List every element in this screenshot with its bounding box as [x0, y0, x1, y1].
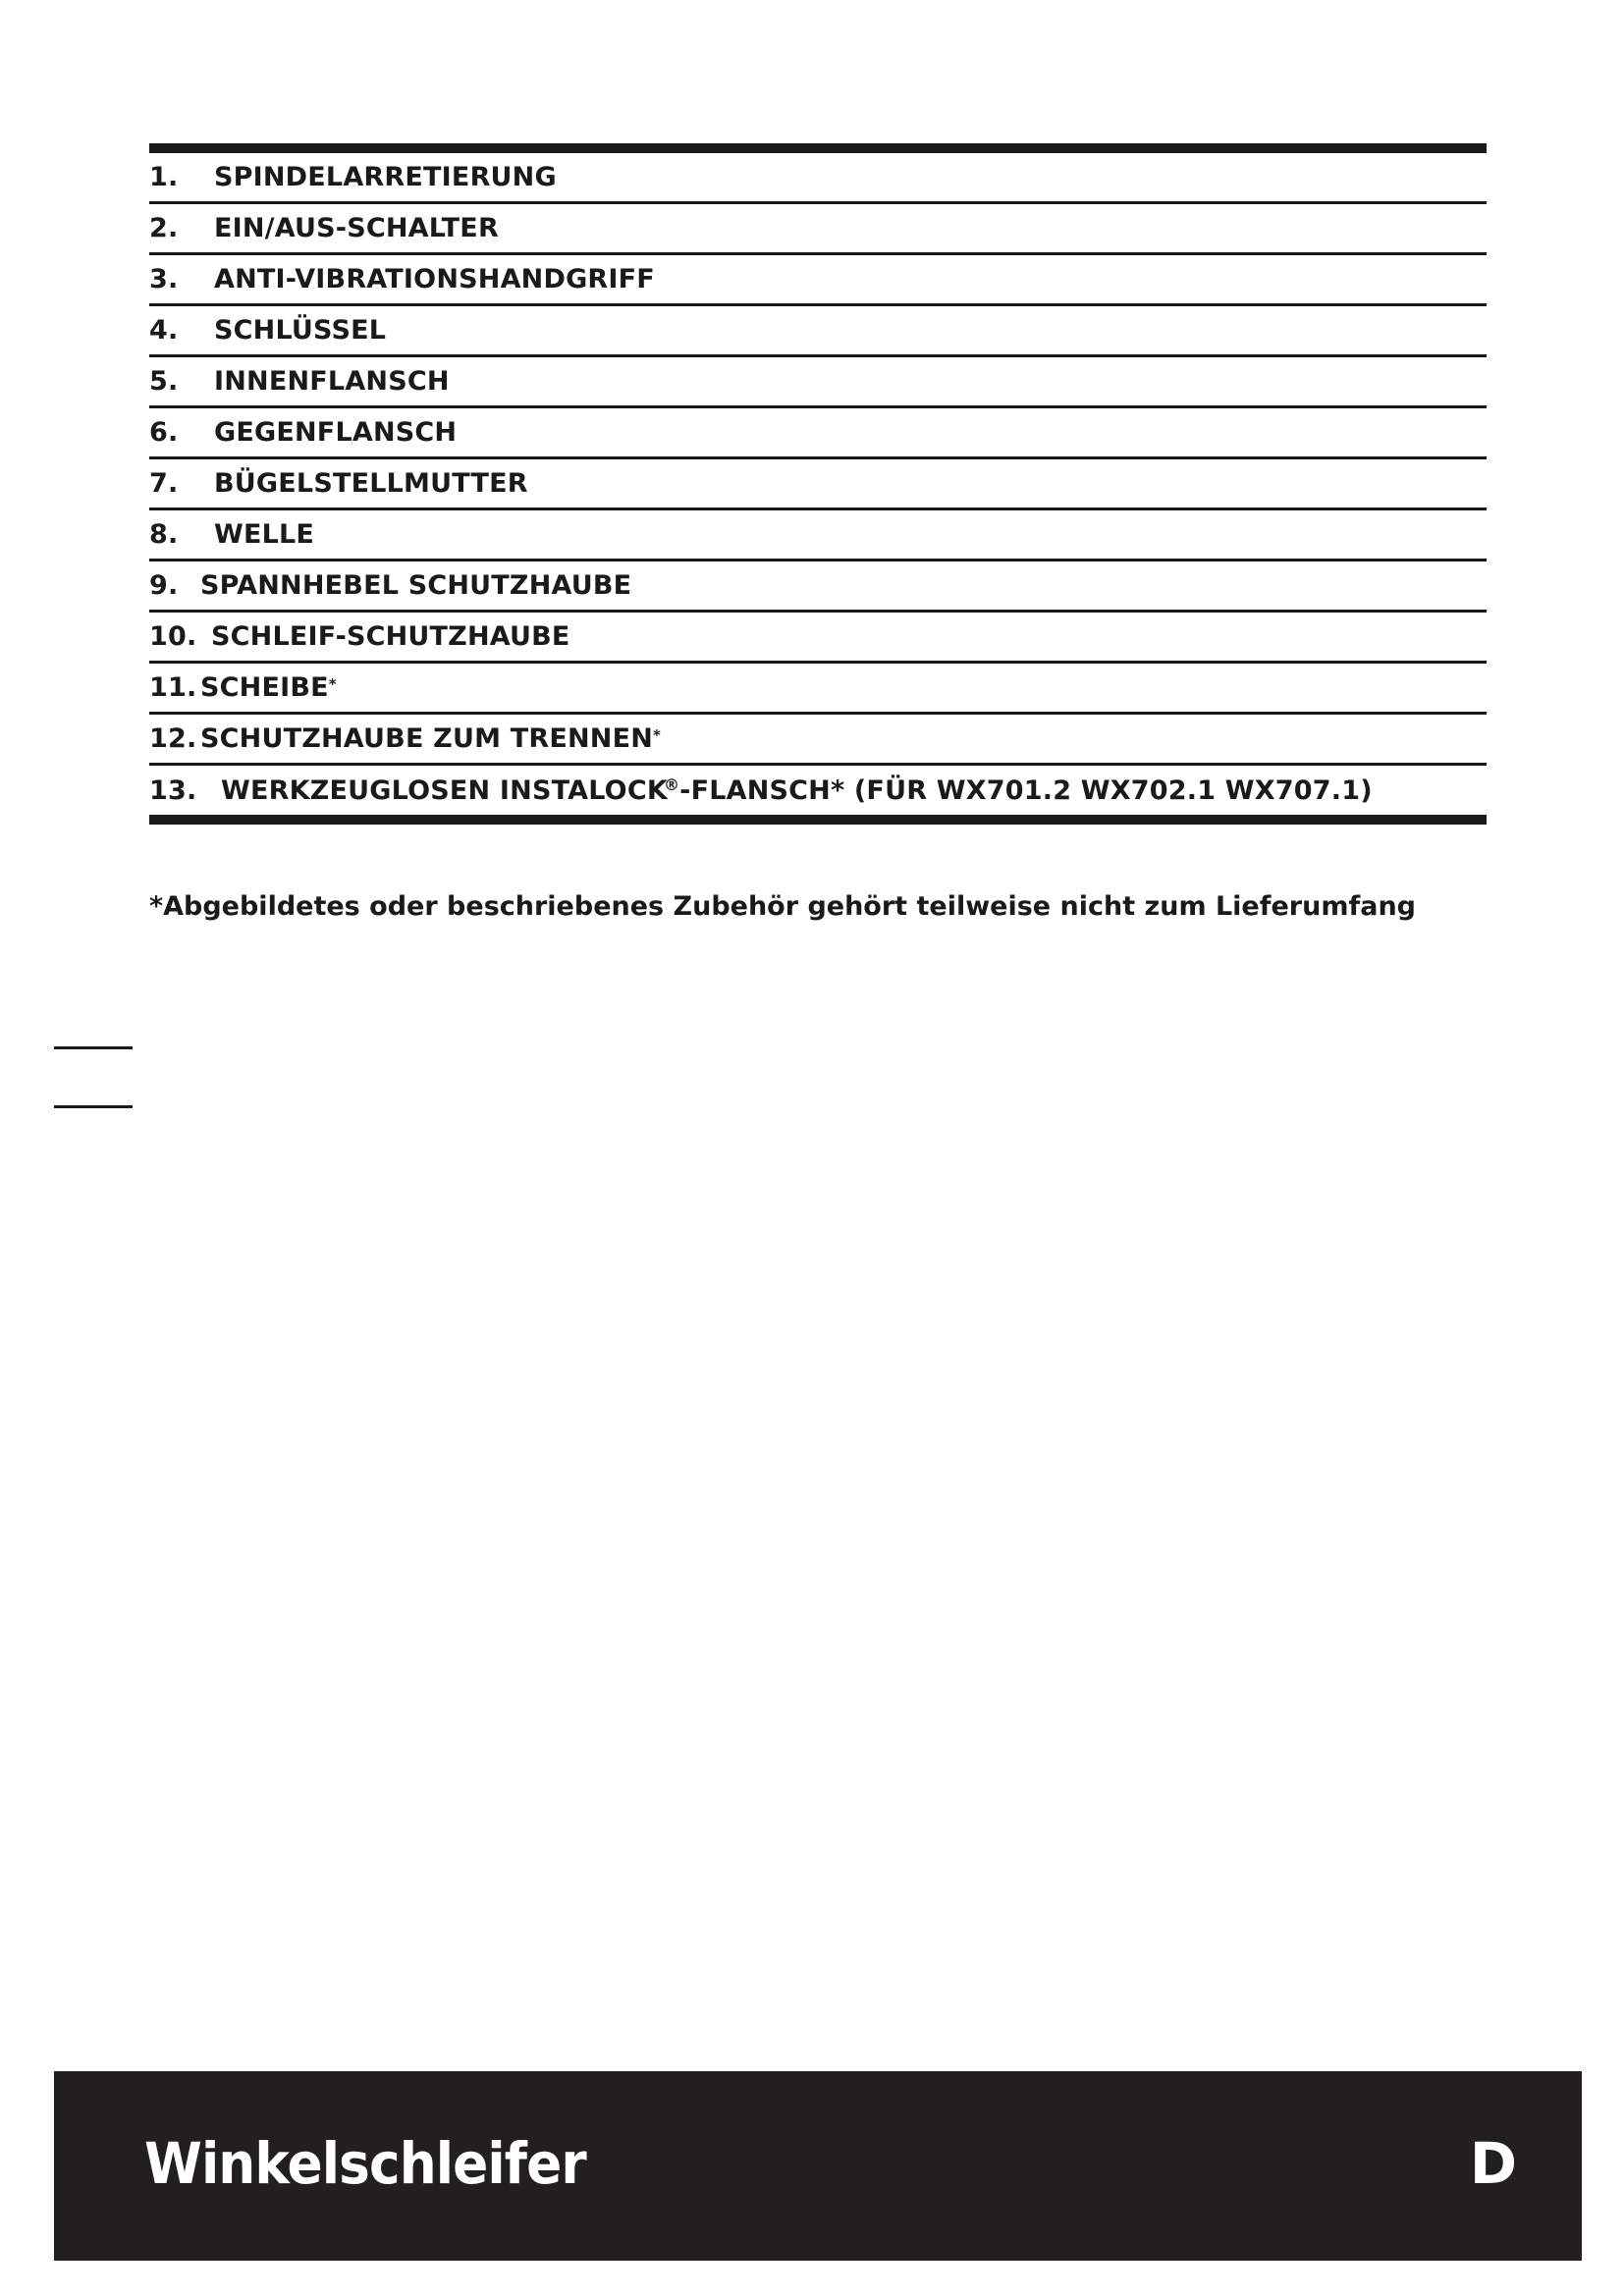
registered-mark: ® — [663, 774, 680, 794]
list-item — [149, 306, 1487, 357]
language-code: D — [1469, 2130, 1517, 2197]
list-item — [149, 613, 1487, 664]
part-number: 8. — [149, 519, 179, 550]
list-item — [149, 510, 1487, 561]
part-number: 1. — [149, 162, 179, 192]
part-label: SPINDELARRETIERUNG — [214, 162, 557, 192]
part-number: 13. — [149, 774, 197, 806]
part-number: 9. — [149, 570, 179, 601]
list-item — [149, 153, 1487, 204]
part-label: BÜGELSTELLMUTTER — [214, 468, 528, 499]
list-item — [149, 357, 1487, 408]
part-label: WERKZEUGLOSEN INSTALOCK — [221, 774, 668, 806]
part-label: WELLE — [214, 519, 315, 550]
accessory-footnote: *Abgebildetes oder beschriebenes Zubehör gehört teilweise nicht zum Lieferumfang — [149, 891, 1416, 922]
list-item — [149, 715, 1487, 766]
part-number: 5. — [149, 366, 179, 397]
footer-band — [54, 2071, 1582, 2261]
list-item — [149, 459, 1487, 510]
list-item — [149, 255, 1487, 306]
part-number: 7. — [149, 468, 179, 499]
part-label: EIN/AUS-SCHALTER — [214, 213, 499, 243]
part-label: GEGENFLANSCH — [214, 417, 458, 448]
margin-divider — [54, 1046, 133, 1049]
part-label: SCHEIBE — [200, 672, 329, 703]
part-number: 6. — [149, 417, 179, 448]
list-item — [149, 766, 1487, 825]
part-label: INNENFLANSCH — [214, 366, 450, 397]
part-label: SCHLEIF-SCHUTZHAUBE — [211, 621, 570, 652]
part-label: SPANNHEBEL SCHUTZHAUBE — [200, 570, 632, 601]
list-item — [149, 561, 1487, 613]
part-number: 10. — [149, 621, 197, 652]
list-item — [149, 204, 1487, 255]
part-label: SCHLÜSSEL — [214, 315, 387, 346]
part-number: 11. — [149, 672, 197, 703]
part-label: ANTI-VIBRATIONSHANDGRIFF — [214, 264, 655, 294]
part-number: 3. — [149, 264, 179, 294]
document-title: Winkelschleifer — [144, 2130, 586, 2197]
list-item — [149, 408, 1487, 459]
part-number: 2. — [149, 213, 179, 243]
margin-divider — [54, 1105, 133, 1108]
list-item — [149, 664, 1487, 715]
part-asterisk: * — [653, 725, 662, 744]
part-label-suffix: -FLANSCH* (FÜR WX701.2 WX702.1 WX707.1) — [679, 774, 1373, 806]
part-number: 12. — [149, 723, 197, 754]
part-number: 4. — [149, 315, 179, 346]
parts-list — [149, 143, 1487, 825]
part-asterisk: * — [328, 674, 337, 693]
part-label: SCHUTZHAUBE ZUM TRENNEN — [200, 723, 654, 754]
